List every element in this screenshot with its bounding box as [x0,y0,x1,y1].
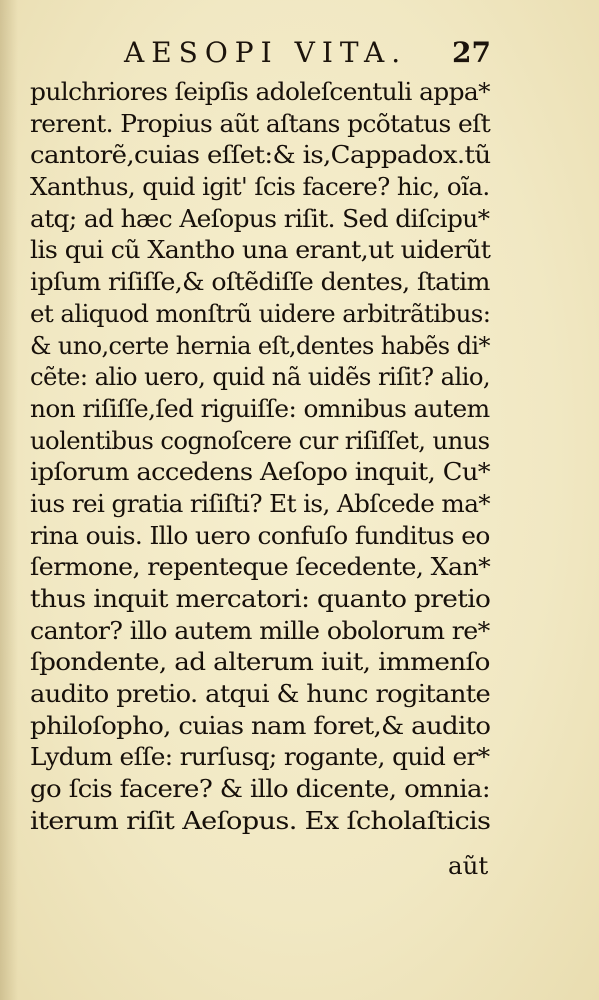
text-line: ſpondente, ad alterum iuit, immenſo [30,647,490,677]
running-title: AESOPI VITA. [124,36,408,69]
text-line: Xanthus, quid igit' ſcis facere? hic, oĩa. [30,172,490,202]
text-line: pulchriores ſeipſis adoleſcentuli appa* [30,77,490,106]
running-head [0,36,599,70]
text-line: ſermone, repenteque ſecedente, Xan* [30,552,491,582]
text-line: uolentibus cognoſcere cur riſiſſet, unus [30,425,490,455]
text-line: rina ouis. Illo uero confuſo funditus eo [30,520,490,550]
text-line: atq; ad hæc Aeſopus riſit. Sed diſcipu* [30,203,490,233]
text-line: cantorẽ,cuias eſſet:& is,Cappadox.tũ [30,140,491,170]
body-text [30,76,490,837]
text-line: iterum riſit Aeſopus. Ex ſcholaſticis [30,805,491,835]
text-line: audito pretio. atqui & hunc rogitante [30,679,491,709]
text-line: rerent. Propius aũt aſtans pcõtatus eſt [30,108,491,138]
text-line: cẽte: alio uero, quid nã uidẽs riſit? alio, [30,362,491,392]
text-line: philoſopho, cuias nam foret,& audito [30,710,491,740]
text-line: cantor? illo autem mille obolorum re* [30,615,490,645]
catchword: aũt [448,851,489,880]
text-line: non riſiſſe,ſed riguiſſe: omnibus autem [30,393,490,423]
page-number: 27 [452,36,491,69]
text-line: lis qui cũ Xantho una erant,ut uiderũt [30,235,491,265]
text-line: ipſum riſiſſe,& oſtẽdiſſe dentes, ſtatim [30,267,490,297]
text-line: thus inquit mercatori: quanto pretio [30,584,491,613]
text-line: ipſorum accedens Aeſopo inquit, Cu* [30,457,491,487]
text-line: Lydum eſſe: rurſusq; rogante, quid er* [30,742,490,772]
text-line: go ſcis facere? & illo dicente, omnia: [30,774,490,804]
text-line: & uno,certe hernia eſt,dentes habẽs di* [30,330,490,360]
page-edge-shadow [0,0,18,1000]
text-line: et aliquod monſtrũ uidere arbitrãtibus: [30,298,491,328]
text-line: ius rei gratia riſiſti? Et is, Abſcede ma* [30,488,491,518]
